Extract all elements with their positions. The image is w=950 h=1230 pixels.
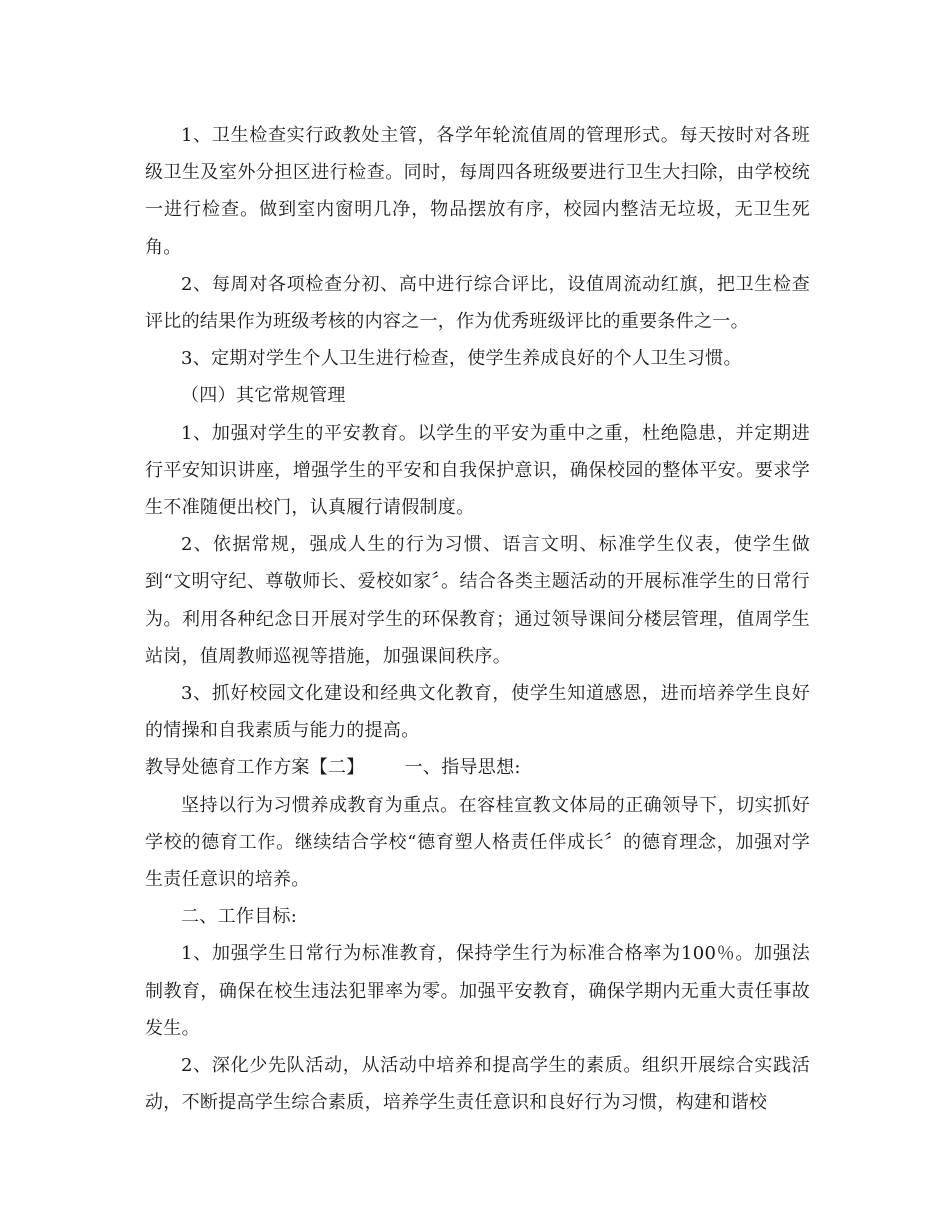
subsection-heading: 二、工作目标: bbox=[181, 906, 298, 928]
paragraph: 坚持以行为习惯养成教育为重点。在容桂宣教文体局的正确领导下，切实抓好学校的德育工作。继续结合学校“德育塑人格责任伴成长〞的德育理念，加强对学生责任意识的培养。 bbox=[145, 794, 810, 891]
paragraph: 1、加强学生日常行为标准教育，保持学生行为标准合格率为100％。加强法制教育，确保在校生违法犯罪率为零。加强平安教育，确保学期内无重大责任事故发生。 bbox=[145, 943, 810, 1039]
section-heading-line bbox=[145, 749, 810, 786]
section-subtitle: 一、指导思想: bbox=[404, 757, 521, 779]
paragraph: 2、深化少先队活动，从活动中培养和提高学生的素质。组织开展综合实践活动，不断提高学生综合素质，培养学生责任意识和良好行为习惯，构建和谐校 bbox=[145, 1055, 810, 1114]
section-title: 教导处德育工作方案【二】 bbox=[145, 757, 365, 779]
subsection-heading: （四）其它常规管理 bbox=[181, 385, 346, 407]
document-body bbox=[145, 117, 810, 1121]
paragraph: 3、抓好校园文化建设和经典文化教育，使学生知道感恩，进而培养学生良好的情操和自我素质与能力的提高。 bbox=[145, 683, 810, 742]
paragraph: 1、加强对学生的平安教育。以学生的平安为重中之重，杜绝隐患，并定期进行平安知识讲座，增强学生的平安和自我保护意识，确保校园的整体平安。要求学生不准随便出校门，认真履行请假制度。 bbox=[145, 422, 810, 519]
paragraph: 2、每周对各项检查分初、高中进行综合评比，设值周流动红旗，把卫生检查评比的结果作为班级考核的内容之一，作为优秀班级评比的重要条件之一。 bbox=[145, 273, 810, 333]
paragraph: 2、依据常规，强成人生的行为习惯、语言文明、标准学生仪表，使学生做到“文明守纪、尊敬师长、爱校如家〞。结合各类主题活动的开展标准学生的日常行为。利用各种纪念日开展对学生的环保教育；通过领导课间分楼层管理，值周学生站岗，值周教师巡视等措施，加强课间秩序。 bbox=[145, 534, 810, 667]
paragraph: 1、卫生检查实行政教处主管，各学年轮流值周的管理形式。每天按时对各班级卫生及室外分担区进行检查。同时，每周四各班级要进行卫生大扫除，由学校统一进行检查。做到室内窗明几净，物品摆放有序，校园内整洁无垃圾，无卫生死角。 bbox=[145, 125, 810, 258]
paragraph: 3、定期对学生个人卫生进行检查，使学生养成良好的个人卫生习惯。 bbox=[181, 348, 742, 370]
